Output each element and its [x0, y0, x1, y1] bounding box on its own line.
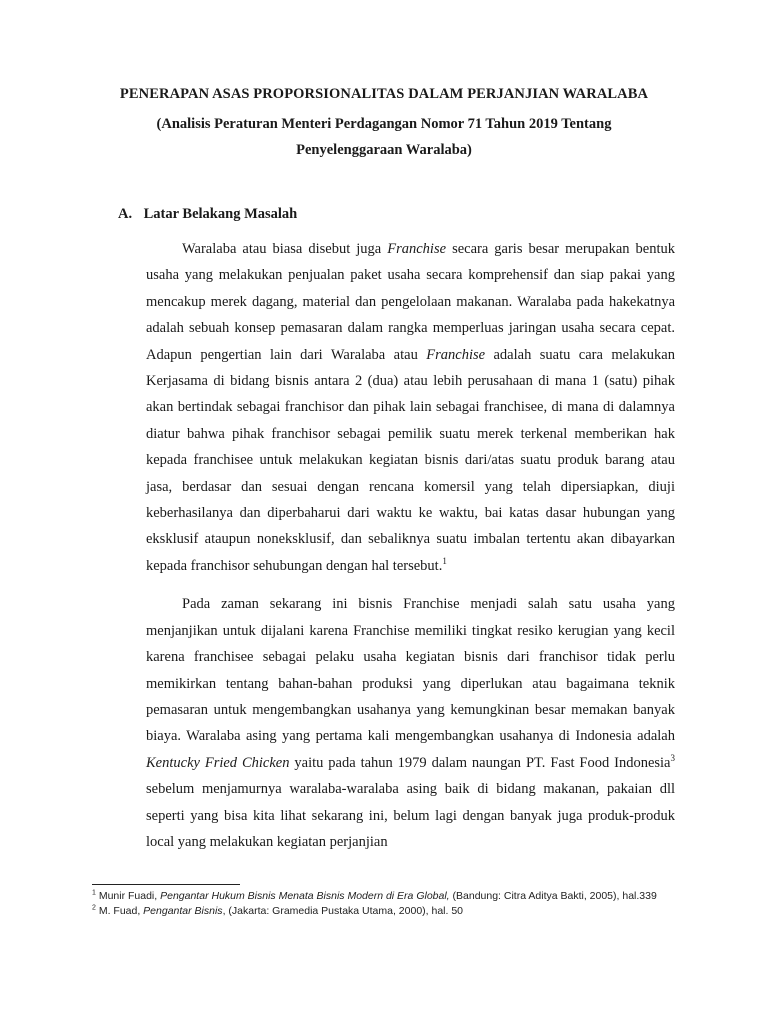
footnotes — [92, 889, 676, 919]
section-number: A. — [118, 206, 133, 222]
footnote-number: 1 — [92, 889, 96, 897]
footnote-author: Munir Fuadi, — [95, 890, 161, 902]
footnote-1 — [92, 889, 676, 904]
document-subtitle — [92, 111, 676, 163]
footnote-ref-1[interactable]: 1 — [442, 556, 447, 567]
text-run: yaitu pada tahun 1979 dalam naungan PT. Fast Food Indonesia — [289, 754, 671, 771]
footnote-ref-3[interactable]: 3 — [670, 752, 675, 763]
footnote-publication: , (Jakarta: Gramedia Pustaka Utama, 2000), hal. 50 — [222, 905, 464, 917]
subtitle-line-2: Penyelenggaraan Waralaba) — [296, 142, 472, 158]
document-title: PENERAPAN ASAS PROPORSIONALITAS DALAM PERJANJIAN WARALABA — [119, 86, 649, 102]
footnote-2 — [92, 904, 676, 919]
footnote-book-title: Pengantar Hukum Bisnis Menata Bisnis Modern di Era Global, — [160, 890, 450, 902]
text-run: adalah suatu cara melakukan Kerjasama di bidang bisnis antara 2 (dua) atau lebih perusahaan di mana 1 (satu) pihak akan bertindak sebagai franchisor dan pihak lain sebagai franchisee, di mana di dalamnya diatur bahwa pihak franchisor sebagai pemilik suatu merek terkenal memberikan hak kepada franchisee untuk melakukan kegiatan bisnis dari/atas suatu produk barang atau jasa, berdasar dan sesuai dengan rencana komersil yang telah dipersiapkan, diuji keberhasilanya dan diperbaharui dari waktu ke waktu, bai katas dasar hubungan yang eksklusif ataupun noneksklusif, dan sebaliknya suatu imbalan tertentu akan dibayarkan kepada franchisor sehubungan dengan hal tersebut. — [146, 346, 675, 574]
italic-term: Kentucky Fried Chicken — [146, 754, 290, 771]
footnote-author: M. Fuad, — [95, 905, 144, 917]
title-block — [92, 84, 676, 163]
footnote-publication: (Bandung: Citra Aditya Bakti, 2005), hal.339 — [449, 890, 657, 902]
paragraph-2 — [146, 591, 675, 855]
paragraph-1 — [146, 236, 675, 579]
text-run: Waralaba atau biasa disebut juga — [182, 241, 388, 257]
section-title: Latar Belakang Masalah — [143, 206, 298, 222]
text-run: sebelum menjamurnya waralaba-waralaba asing baik di bidang makanan, pakaian dll seperti yang bisa kita lihat sekarang ini, belum lagi dengan banyak juga produk-produk local yang melakukan kegiatan perjanjian — [146, 781, 675, 850]
footnote-book-title: Pengantar Bisnis — [143, 905, 223, 917]
section-heading — [118, 206, 297, 223]
footnote-number: 2 — [92, 904, 96, 912]
italic-term: Franchise — [387, 241, 447, 257]
text-run: Pada zaman sekarang ini bisnis Franchise menjadi salah satu usaha yang menjanjikan untuk dijalani karena Franchise memiliki tingkat resiko kerugian yang kecil karena franchisee sebagai pelaku usaha kegiatan bisnis dari franchisor tidak perlu memikirkan tentang bahan-bahan produksi yang diperlukan atau bagaimana teknik pemasaran untuk mengembangkan usahanya yang kemungkinan besar memakan banyak biaya. Waralaba asing yang pertama kali mengembangkan usahanya di Indonesia adalah — [146, 596, 675, 745]
footnote-divider — [92, 884, 240, 885]
text-run: secara garis besar merupakan bentuk usaha yang melakukan penjualan paket usaha secara komprehensif dan siap pakai yang mencakup merek dagang, material dan pengelolaan makanan. Waralaba pada hakekatnya adalah sebuah konsep pemasaran dalam rangka memperluas jaringan usaha secara cepat. Adapun pengertian lain dari Waralaba atau — [146, 241, 675, 363]
italic-term: Franchise — [426, 346, 486, 363]
subtitle-line-1: (Analisis Peraturan Menteri Perdagangan Nomor 71 Tahun 2019 Tentang — [156, 116, 612, 132]
body-text — [146, 236, 675, 855]
